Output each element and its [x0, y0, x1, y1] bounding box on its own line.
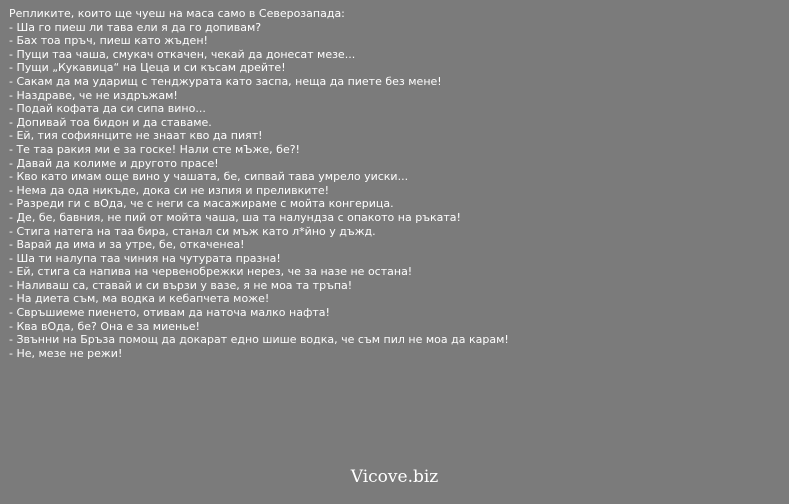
quote-line: - Стига натега на таа бира, станал си мъж като л*йно у дъжд.: [9, 224, 376, 238]
quote-line: - Пущи таа чаша, смукач откачен, чекай да донесат мезе...: [9, 47, 356, 61]
quote-line: - Звънни на Бръза помощ да докарат едно шише водка, че съм пил не моа да карам!: [9, 333, 509, 347]
quote-line: - Допивай тоа бидон и да ставаме.: [9, 115, 212, 129]
quote-line: - Пущи „Кукавица“ на Цеца и си късам дрейте!: [9, 61, 286, 75]
quote-line: - Ей, стига са напива на червенобрежки нерез, че за назе не остана!: [9, 265, 413, 279]
quote-line: - Свръшиеме пиенето, отивам да наточа малко нафта!: [9, 306, 330, 320]
quote-line: - Кво като имам още вино у чашата, бе, сипвай тава умрело уиски...: [9, 170, 409, 184]
quote-line: - Не, мезе не режи!: [9, 346, 123, 360]
quote-line: - Ква вОда, бе? Она е за миенье!: [9, 319, 200, 333]
quote-line: - Давай да колиме и другото прасе!: [9, 156, 219, 170]
quote-line: - Разреди ги с вОда, че с неги са масажираме с мойта конгерица.: [9, 197, 394, 211]
quote-line: - Наздраве, че не издръжам!: [9, 88, 178, 102]
quote-line: - Те таа ракия ми е за госке! Нали сте мЪже, бе?!: [9, 142, 300, 156]
quotes-text-block: [9, 7, 784, 360]
quote-line: - Ша ти налупа таа чиния на чутурата празна!: [9, 251, 281, 265]
quote-line: - Ша го пиеш ли тава ели я да го допивам?: [9, 20, 262, 34]
quote-line: - Де, бе, бавния, не пий от мойта чаша, ша та налундза с опакото на ръката!: [9, 210, 461, 224]
site-watermark: Vicove.biz: [350, 467, 439, 487]
quote-line: - На диета съм, ма водка и кебапчета може!: [9, 292, 270, 306]
quote-line: - Нема да ода никъде, дока си не изпия и преливките!: [9, 183, 330, 197]
quotes-heading: Репликите, които ще чуеш на маса само в Северозапада:: [9, 7, 345, 20]
quote-line: - Сакам да ма ударищ с тенджурата като заспа, неща да пиете без мене!: [9, 74, 442, 88]
quote-line: - Подай кофата да си сипа вино...: [9, 102, 206, 116]
quote-line: - Наливаш са, ставай и си вързи у вазе, я не моа та тръпа!: [9, 278, 353, 292]
quote-line: - Ей, тия софиянците не знаат кво да пият!: [9, 129, 263, 143]
quote-line: - Бах тоа пръч, пиеш като жъден!: [9, 34, 208, 48]
quote-line: - Варай да има и за утре, бе, откаченеа!: [9, 238, 245, 252]
